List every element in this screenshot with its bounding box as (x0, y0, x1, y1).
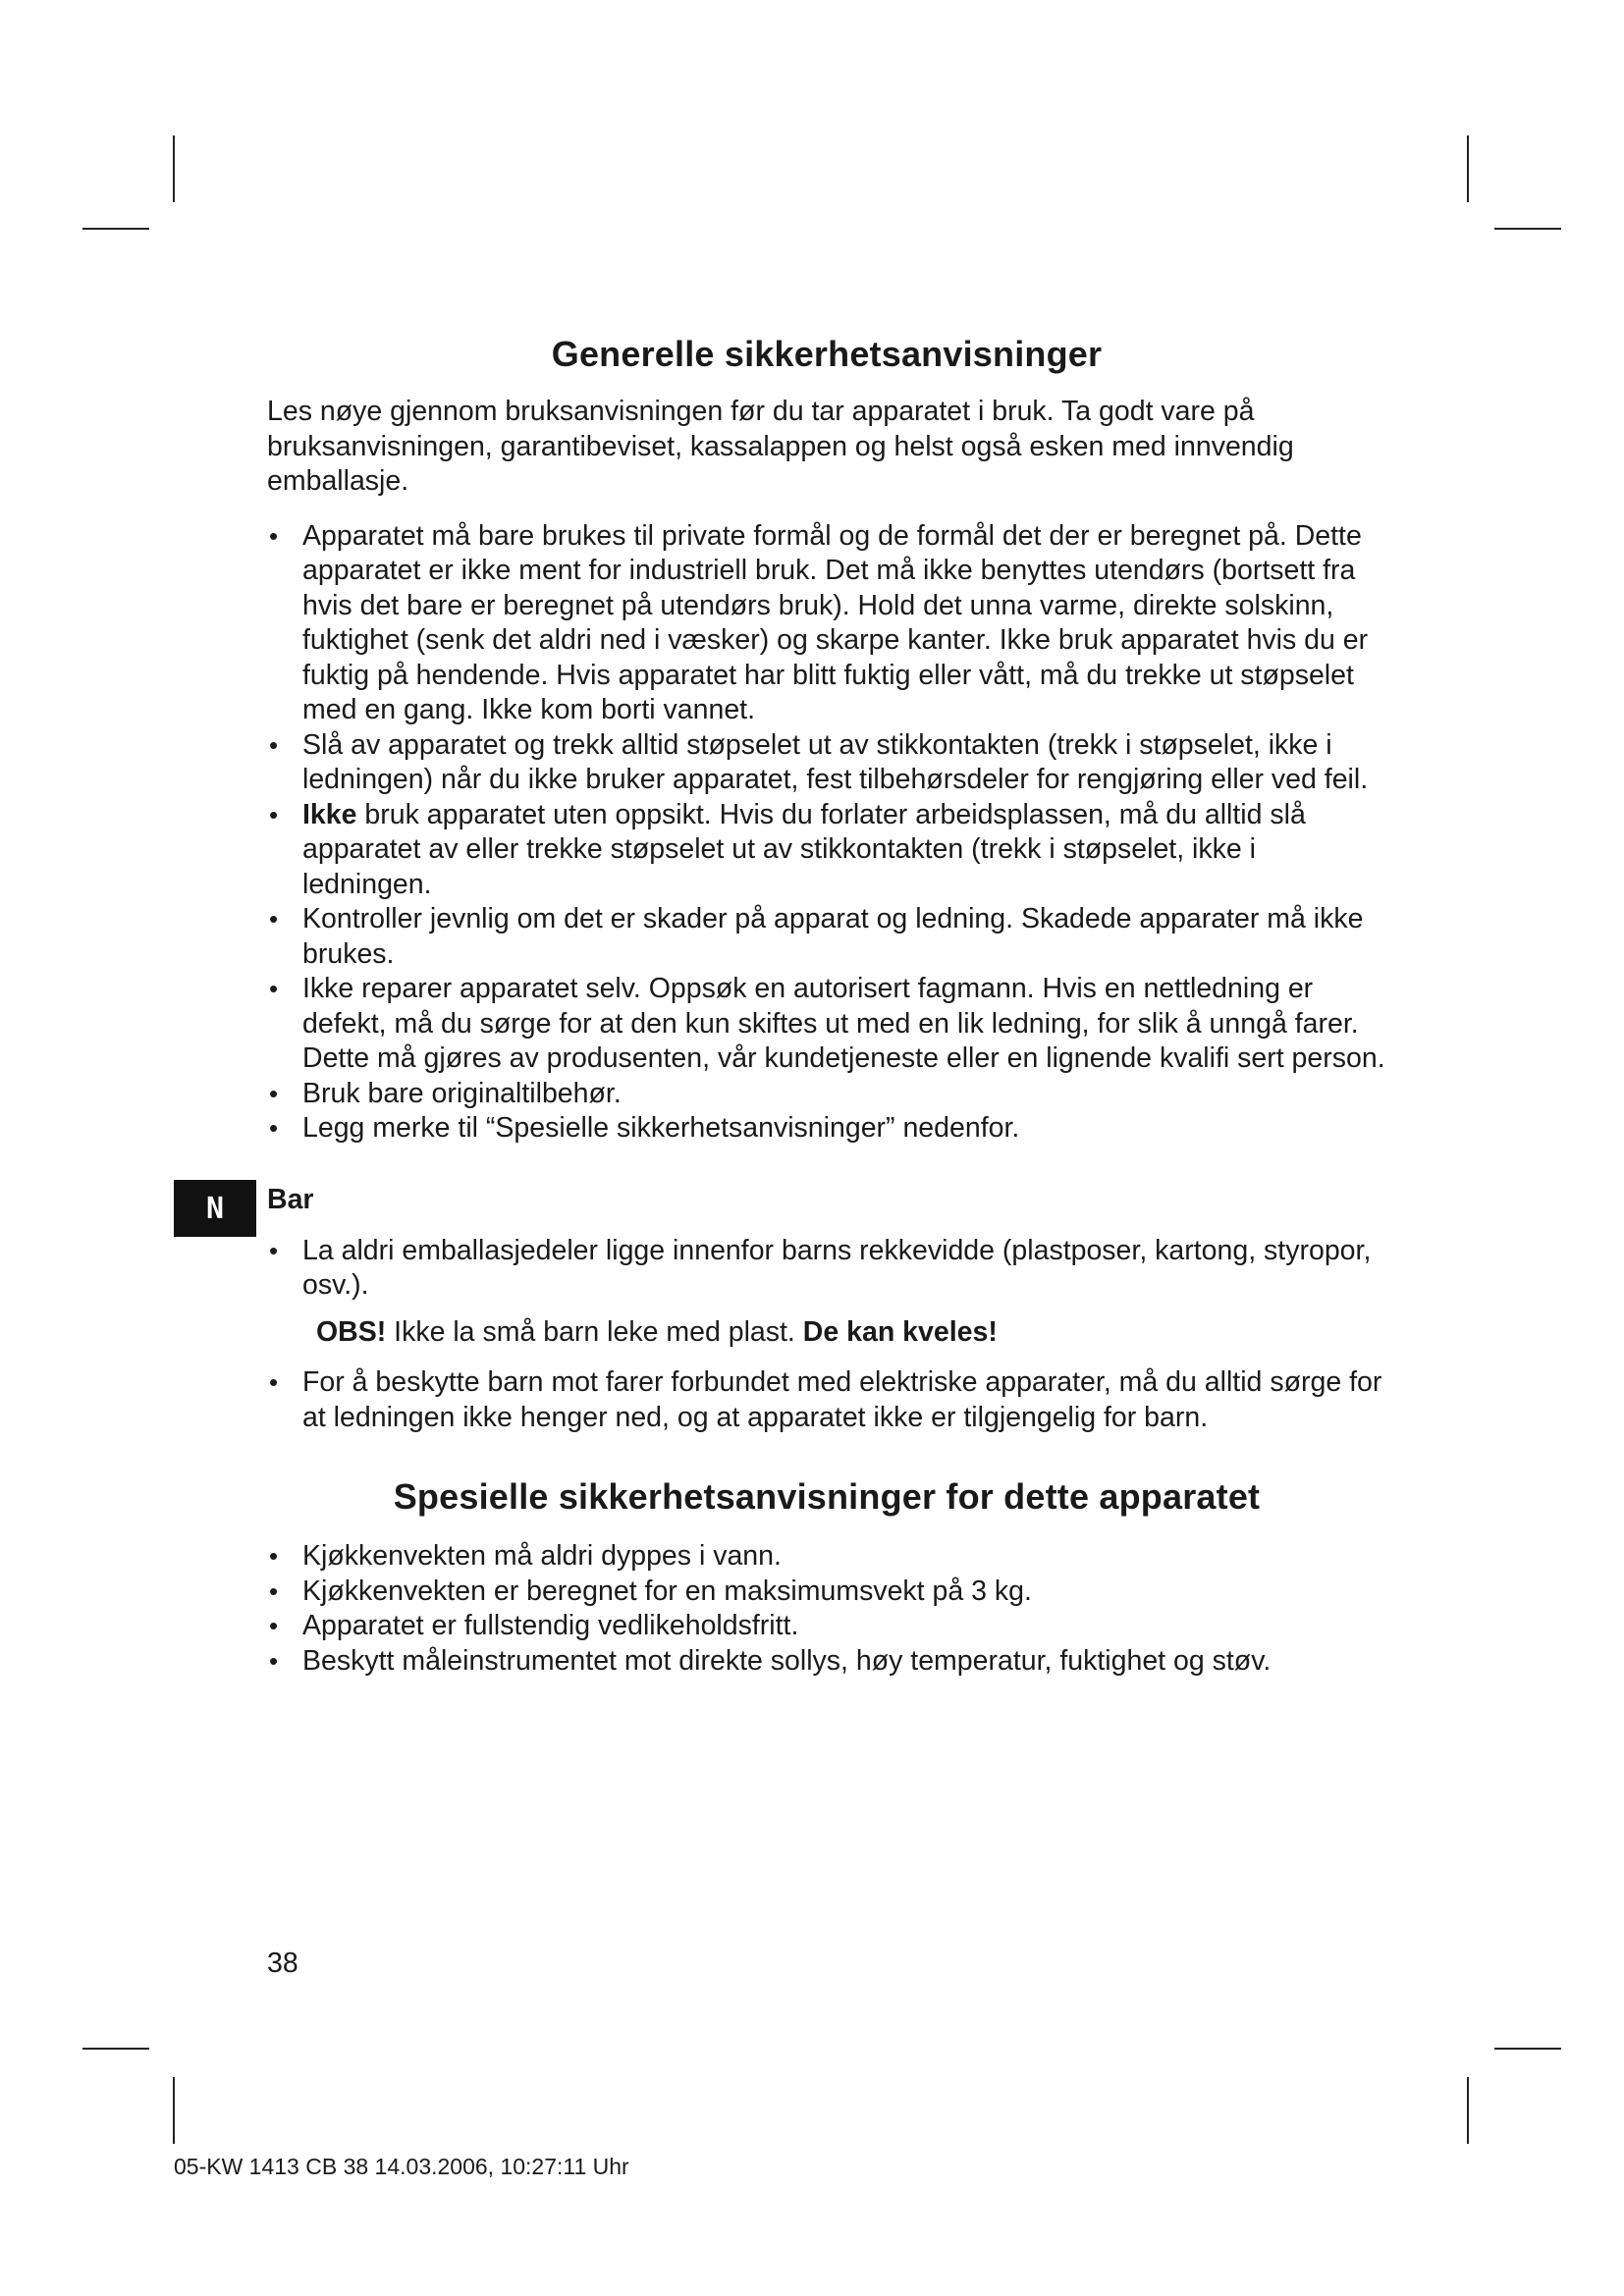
crop-mark-top-left-vertical (173, 135, 175, 202)
list-item: • Apparatet er fullstendig vedlikeholdsfritt. (267, 1609, 1386, 1644)
crop-mark-top-right-vertical (1467, 135, 1469, 202)
special-safety-list (267, 1539, 1386, 1679)
children-list-2 (267, 1365, 1386, 1435)
list-item: • Apparatet må bare brukes til private formål og de formål det der er beregnet på. Dette apparatet er ikke ment for industriell bruk. Det må ikke benyttes utendørs (bortsett fra hvis det bare er beregnet på utendørs bruk). Hold det unna varme, direkte solskinn, fuktighet (senk det aldri ned i væsker) og skarpe kanter. Ikke bruk apparatet hvis du er fuktig på hendende. Hvis apparatet har blitt fuktig eller vått, må du trekke ut støpselet med en gang. Ikke kom borti vannet. (267, 519, 1386, 728)
list-item: • Legg merke til “Spesielle sikkerhetsanvisninger” nedenfor. (267, 1111, 1386, 1147)
general-safety-list (267, 519, 1386, 1147)
crop-mark-top-left-horizontal (82, 228, 149, 230)
list-item: • For å beskytte barn mot farer forbundet med elektriske apparater, må du alltid sørge for at ledningen ikke henger ned, og at apparatet ikke er tilgjengelig for barn. (267, 1365, 1386, 1435)
list-item: • La aldri emballasjedeler ligge innenfor barns rekkevidde (plastposer, kartong, styropor, osv.). (267, 1234, 1386, 1304)
list-item: • Beskytt måleinstrumentet mot direkte sollys, høy temperatur, fuktighet og støv. (267, 1644, 1386, 1680)
emphasis-ikke: Ikke (302, 798, 357, 830)
page-content (267, 334, 1386, 1679)
list-item: • Kjøkkenvekten må aldri dyppes i vann. (267, 1539, 1386, 1575)
section-title-special: Spesielle sikkerhetsanvisninger for dette apparatet (393, 1476, 1261, 1517)
children-list-1 (267, 1234, 1386, 1304)
children-heading: Bar (267, 1183, 314, 1215)
obs-warning: OBS! Ikke la små barn leke med plast. De kan kveles! (316, 1315, 998, 1348)
section-title-general: Generelle sikkerhetsanvisninger (551, 334, 1103, 374)
list-item: • Kontroller jevnlig om det er skader på apparat og ledning. Skadede apparater må ikke brukes. (267, 902, 1386, 972)
crop-mark-bottom-right-vertical (1467, 2077, 1469, 2144)
crop-mark-bottom-right-horizontal (1494, 2048, 1561, 2050)
crop-mark-bottom-left-vertical (173, 2077, 175, 2144)
page-number: 38 (267, 1948, 298, 1979)
crop-mark-top-right-horizontal (1494, 228, 1561, 230)
language-tab: N (174, 1180, 256, 1237)
crop-mark-bottom-left-horizontal (82, 2048, 149, 2050)
list-item: • Kjøkkenvekten er beregnet for en maksimumsvekt på 3 kg. (267, 1575, 1386, 1610)
list-item: • Slå av apparatet og trekk alltid støpselet ut av stikkontakten (trekk i støpselet, ikke i ledningen) når du ikke bruker apparatet, fest tilbehørsdeler for rengjøring eller ved feil. (267, 728, 1386, 798)
list-item: • Ikke bruk apparatet uten oppsikt. Hvis du forlater arbeidsplassen, må du alltid slå apparatet av eller trekke støpselet ut av stikkontakten (trekk i støpselet, ikke i ledningen. (267, 798, 1386, 903)
list-item: • Bruk bare originaltilbehør. (267, 1077, 1386, 1112)
print-footer: 05-KW 1413 CB 38 14.03.2006, 10:27:11 Uhr (174, 2154, 629, 2179)
list-item: • Ikke reparer apparatet selv. Oppsøk en autorisert fagmann. Hvis en nettledning er defekt, må du sørge for at den kun skiftes ut med en lik ledning, for slik å unngå farer. Dette må gjøres av produsenten, vår kundetjeneste eller en lignende kvalifi sert person. (267, 972, 1386, 1077)
intro-paragraph: Les nøye gjennom bruksanvisningen før du tar apparatet i bruk. Ta godt vare på bruksanvisningen, garantibeviset, kassalappen og helst også esken med innvendig emballasje. (267, 396, 1294, 497)
